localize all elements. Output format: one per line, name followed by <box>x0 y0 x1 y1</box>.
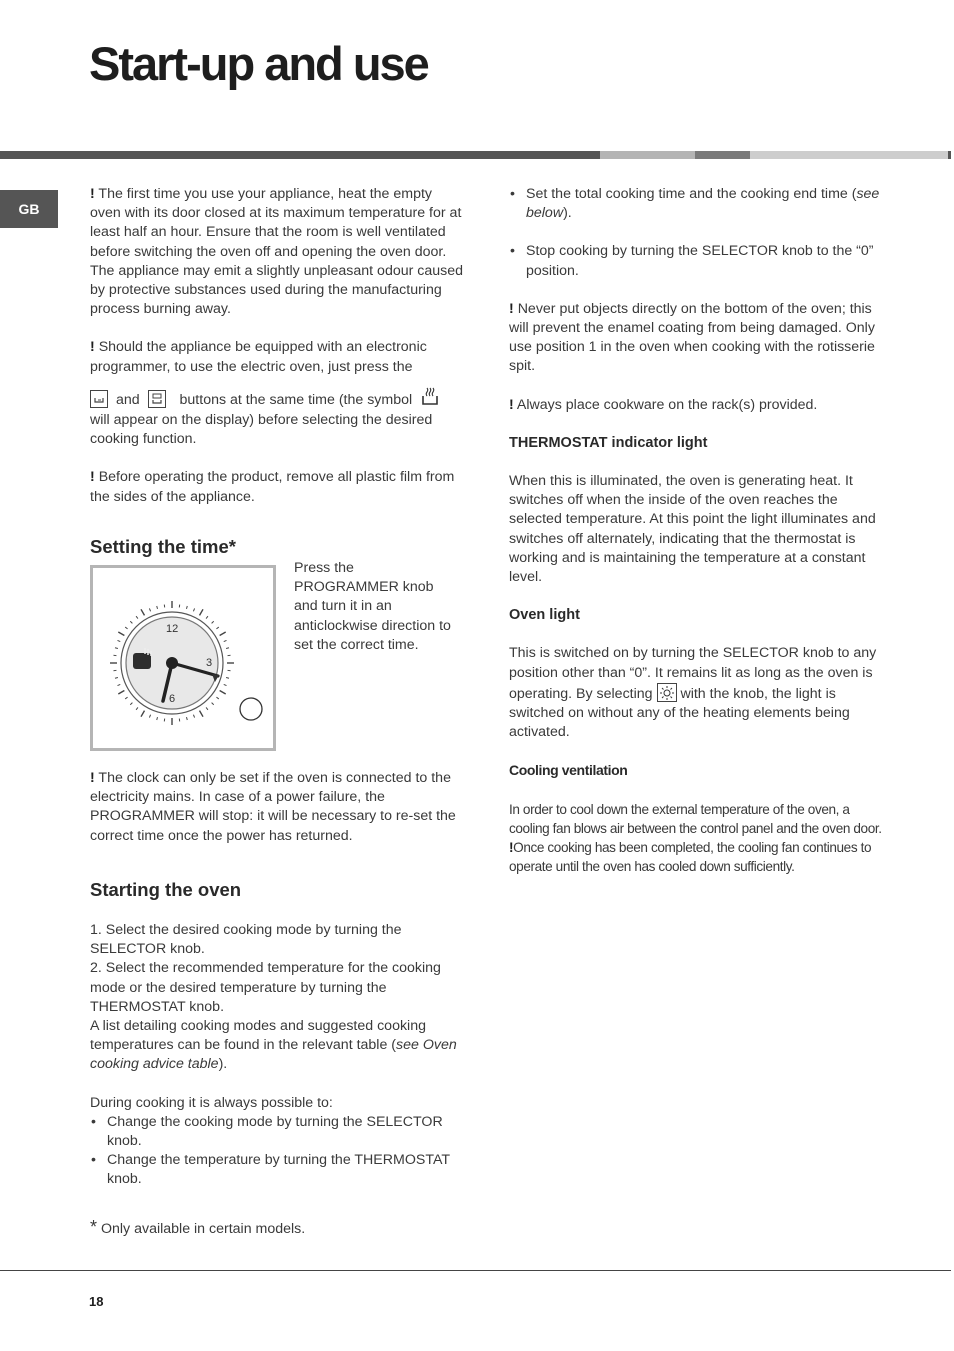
cooling-note-paragraph <box>509 838 887 876</box>
header-bar-mid <box>600 151 695 159</box>
lamp-icon <box>657 683 677 702</box>
clock-tick <box>216 697 218 699</box>
clock-label-3: 3 <box>206 657 213 669</box>
warning-mark: ! <box>509 396 514 413</box>
footnote-text: Only available in certain models. <box>100 1221 306 1237</box>
oven-light-text-a: This is switched on by turning the SELECTOR knob to any position other than “0”. It remains lit as long as the oven is operating. By selecting <box>509 645 877 702</box>
warning-mark: ! <box>509 300 514 317</box>
clock-center <box>166 657 178 669</box>
step-1: 1. Select the desired cooking mode by turning the SELECTOR knob. <box>90 922 402 958</box>
left-column-lower <box>90 769 466 846</box>
clock-tick <box>206 707 208 709</box>
clock-tick <box>157 606 158 609</box>
clock-tick <box>224 684 227 685</box>
advice-table-reference: see Oven cooking advice table <box>90 1037 457 1073</box>
clock-tick <box>200 609 204 615</box>
programmer-paragraph <box>90 338 466 376</box>
clock-tick <box>193 608 194 611</box>
cooling-ventilation-text: In order to cool down the external temperature of the oven, a cooling fan blows air between the control panel and the oven door. <box>509 801 882 836</box>
starting-oven-body <box>90 921 466 1190</box>
warning-mark: ! <box>90 339 95 356</box>
warning-mark: ! <box>90 770 95 786</box>
list-item <box>509 185 887 223</box>
clock-tick <box>186 606 187 609</box>
warning-mark: ! <box>90 469 95 486</box>
clock-tick <box>220 691 226 695</box>
and-word: and <box>115 391 140 408</box>
footer-rule <box>0 1270 951 1271</box>
clock-tick <box>141 711 145 717</box>
intro-text: The first time you use your appliance, heat the empty oven with its door closed at its maximum temperature for at least half an hour. Ensure that the room is well ventilated before switching the oven off and opening the oven door. The appliance may emit a slightly unpleasant odour caused by protective substances used during the manufacturing process burning away. <box>90 186 464 318</box>
oven-light-text-b: with the knob, the light is switched on without any of the heating elements being activated. <box>509 685 850 741</box>
clock-tick <box>186 717 187 720</box>
oven-light-paragraph <box>509 644 887 742</box>
bottom-warning-paragraph <box>509 300 887 377</box>
rack-warning-text: Always place cookware on the rack(s) provided. <box>516 396 818 413</box>
warning-mark: ! <box>90 186 95 202</box>
header-bar-end <box>948 151 951 159</box>
warning-mark: ! <box>509 840 514 856</box>
programmer-buttons-line <box>90 386 466 410</box>
clock-tick <box>117 684 120 685</box>
clock-note-paragraph <box>90 769 466 846</box>
advice-text-a: A list detailing cooking modes and suggested cooking temperatures can be found in the relevant table ( <box>90 1018 426 1054</box>
clock-tick <box>193 715 194 718</box>
clock-tick <box>226 648 229 649</box>
clock-tick <box>118 632 124 636</box>
bottom-warning-text: Never put objects directly on the bottom of the oven; this will prevent the enamel coating from being damaged. Only use position 1 in the oven when cooking with the rotisserie spit. <box>509 300 875 375</box>
header-bar-dark <box>0 151 600 159</box>
bullet1-text-a: Set the total cooking time and the cooking end time ( <box>526 186 857 202</box>
clock-tick <box>157 717 158 720</box>
programmer-text-b: will appear on the display) before selecting the desired cooking function. <box>90 412 433 448</box>
see-below-reference: see below <box>526 186 880 222</box>
plastic-film-paragraph <box>90 468 466 506</box>
clock-tick <box>149 608 150 611</box>
clock-tick <box>117 640 120 641</box>
clock-tick <box>212 621 214 623</box>
clock-tick <box>130 621 132 623</box>
thermostat-light-heading: THERMOSTAT indicator light <box>509 434 708 451</box>
clock-drawing <box>93 568 273 748</box>
clock-tick <box>212 703 214 705</box>
right-column <box>509 185 887 876</box>
end-time-button-icon <box>148 390 166 408</box>
clock-tick <box>125 627 127 629</box>
clock-tick <box>136 616 138 618</box>
clock-label-12: 12 <box>166 623 179 635</box>
header-bar-light <box>750 151 948 159</box>
step-2: 2. Select the recommended temperature for the cooking mode or the desired temperature by turning the THERMOSTAT knob. <box>90 960 441 1015</box>
advice-table-note <box>90 1017 466 1075</box>
setting-time-heading: Setting the time* <box>90 536 236 557</box>
clock-tick <box>118 691 124 695</box>
programmer-knob-icon <box>240 698 262 720</box>
during-cooking-intro: During cooking it is always possible to: <box>90 1094 333 1111</box>
clock-tick <box>200 711 204 717</box>
clock-tick <box>220 632 226 636</box>
clock-tick <box>125 697 127 699</box>
list-item: • Change the cooking mode by turning the SELECTOR knob. <box>90 1113 466 1151</box>
auto-cooking-symbol-icon <box>420 386 440 408</box>
clock-note-text: The clock can only be set if the oven is connected to the electricity mains. In case of a power failure, the PROGRAMMER will stop: it will be necessary to re-set the correct time once the power has returned. <box>90 770 456 844</box>
list-item: • Change the temperature by turning the THERMOSTAT knob. <box>90 1151 466 1189</box>
clock-label-6: 6 <box>169 693 176 705</box>
footnote-star: * <box>90 1217 98 1237</box>
footnote <box>90 1218 466 1239</box>
page-number: 18 <box>89 1294 104 1309</box>
intro-paragraph <box>90 185 466 319</box>
programmer-clock-illustration <box>90 565 276 751</box>
advice-text-b: ). <box>218 1056 228 1073</box>
clock-tick <box>130 703 132 705</box>
programmer-text-mid: buttons at the same time (the symbol <box>179 391 413 408</box>
clock-tick <box>136 707 138 709</box>
rack-warning-paragraph <box>509 396 887 415</box>
clock-tick <box>206 616 208 618</box>
bullet1-text-b: ). <box>563 205 572 222</box>
header-bar-dark-2 <box>695 151 750 159</box>
oven-light-heading: Oven light <box>509 607 580 624</box>
cooling-ventilation-heading: Cooling ventilation <box>509 762 628 779</box>
list-item: • Stop cooking by turning the SELECTOR knob to the “0” position. <box>509 242 887 280</box>
page-title: Start-up and use <box>89 37 428 90</box>
left-column <box>90 185 466 507</box>
clock-tick <box>216 627 218 629</box>
cooling-note-text: Once cooking has been completed, the cooling fan continues to operate until the oven has cooled down sufficiently. <box>509 840 872 875</box>
plastic-film-text: Before operating the product, remove all plastic film from the sides of the appliance. <box>90 469 455 505</box>
duration-button-icon <box>90 390 108 408</box>
language-tab: GB <box>0 190 58 228</box>
starting-oven-heading: Starting the oven <box>90 879 242 900</box>
clock-tick <box>115 648 118 649</box>
setting-time-text: Press the PROGRAMMER knob and turn it in an anticlockwise direction to set the correct time. <box>294 560 451 653</box>
clock-tick <box>115 677 118 678</box>
programmer-text-a: Should the appliance be equipped with an electronic programmer, to use the electric oven, just press the <box>90 339 427 375</box>
clock-tick <box>226 677 229 678</box>
clock-tick <box>224 640 227 641</box>
thermostat-light-text: When this is illuminated, the oven is generating heat. It switches off when the inside of the oven reaches the selected temperature. At this point the light illuminates and switches off alternately, indicating that the thermostat is working and is maintaining the temperature at a constant level. <box>509 473 876 586</box>
clock-tick <box>149 715 150 718</box>
clock-tick <box>141 609 145 615</box>
